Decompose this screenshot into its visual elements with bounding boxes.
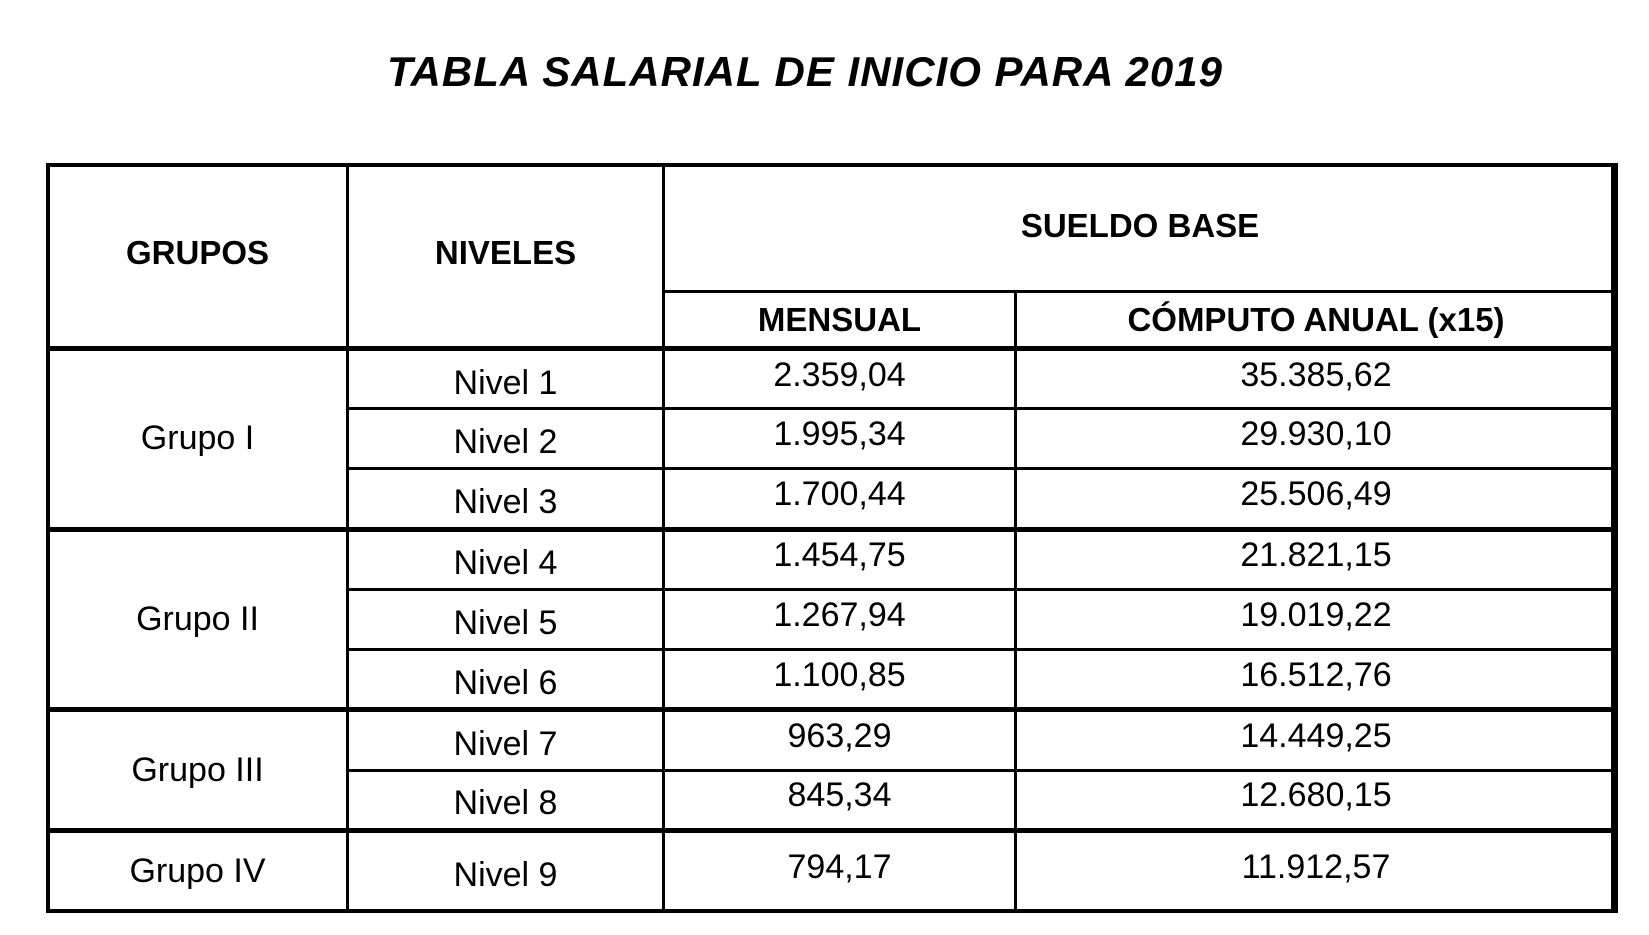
- nivel-cell: Nivel 6: [348, 650, 664, 710]
- header-mensual: MENSUAL: [664, 292, 1016, 349]
- table-row: [48, 710, 1617, 770]
- salary-table: [46, 163, 1618, 913]
- mensual-cell: 1.100,85: [664, 650, 1016, 710]
- nivel-cell: Nivel 2: [348, 409, 664, 469]
- mensual-cell: 794,17: [664, 830, 1016, 911]
- anual-cell: 25.506,49: [1016, 469, 1617, 529]
- document-title: TABLA SALARIAL DE INICIO PARA 2019: [387, 48, 1223, 95]
- table-row: [48, 529, 1617, 589]
- nivel-cell: Nivel 9: [348, 830, 664, 911]
- anual-cell: 14.449,25: [1016, 710, 1617, 770]
- header-niveles: NIVELES: [348, 165, 664, 349]
- nivel-cell: Nivel 4: [348, 529, 664, 589]
- header-sueldo-base: SUELDO BASE: [664, 165, 1617, 292]
- anual-cell: 16.512,76: [1016, 650, 1617, 710]
- table-row: [48, 830, 1617, 911]
- anual-cell: 19.019,22: [1016, 589, 1617, 649]
- mensual-cell: 845,34: [664, 770, 1016, 830]
- nivel-cell: Nivel 8: [348, 770, 664, 830]
- mensual-cell: 2.359,04: [664, 349, 1016, 409]
- anual-cell: 11.912,57: [1016, 830, 1617, 911]
- group-cell-grupo-iii: Grupo III: [48, 710, 348, 830]
- mensual-cell: 1.995,34: [664, 409, 1016, 469]
- nivel-cell: Nivel 7: [348, 710, 664, 770]
- mensual-cell: 1.700,44: [664, 469, 1016, 529]
- group-cell-grupo-iv: Grupo IV: [48, 830, 348, 911]
- anual-cell: 12.680,15: [1016, 770, 1617, 830]
- nivel-cell: Nivel 3: [348, 469, 664, 529]
- nivel-cell: Nivel 1: [348, 349, 664, 409]
- header-grupos: GRUPOS: [48, 165, 348, 349]
- nivel-cell: Nivel 5: [348, 589, 664, 649]
- salary-table-container: [46, 163, 1615, 913]
- anual-cell: 21.821,15: [1016, 529, 1617, 589]
- table-row: [48, 349, 1617, 409]
- group-cell-grupo-i: Grupo I: [48, 349, 348, 530]
- group-cell-grupo-ii: Grupo II: [48, 529, 348, 710]
- header-computo-anual: CÓMPUTO ANUAL (x15): [1016, 292, 1617, 349]
- anual-cell: 29.930,10: [1016, 409, 1617, 469]
- mensual-cell: 1.267,94: [664, 589, 1016, 649]
- anual-cell: 35.385,62: [1016, 349, 1617, 409]
- mensual-cell: 1.454,75: [664, 529, 1016, 589]
- mensual-cell: 963,29: [664, 710, 1016, 770]
